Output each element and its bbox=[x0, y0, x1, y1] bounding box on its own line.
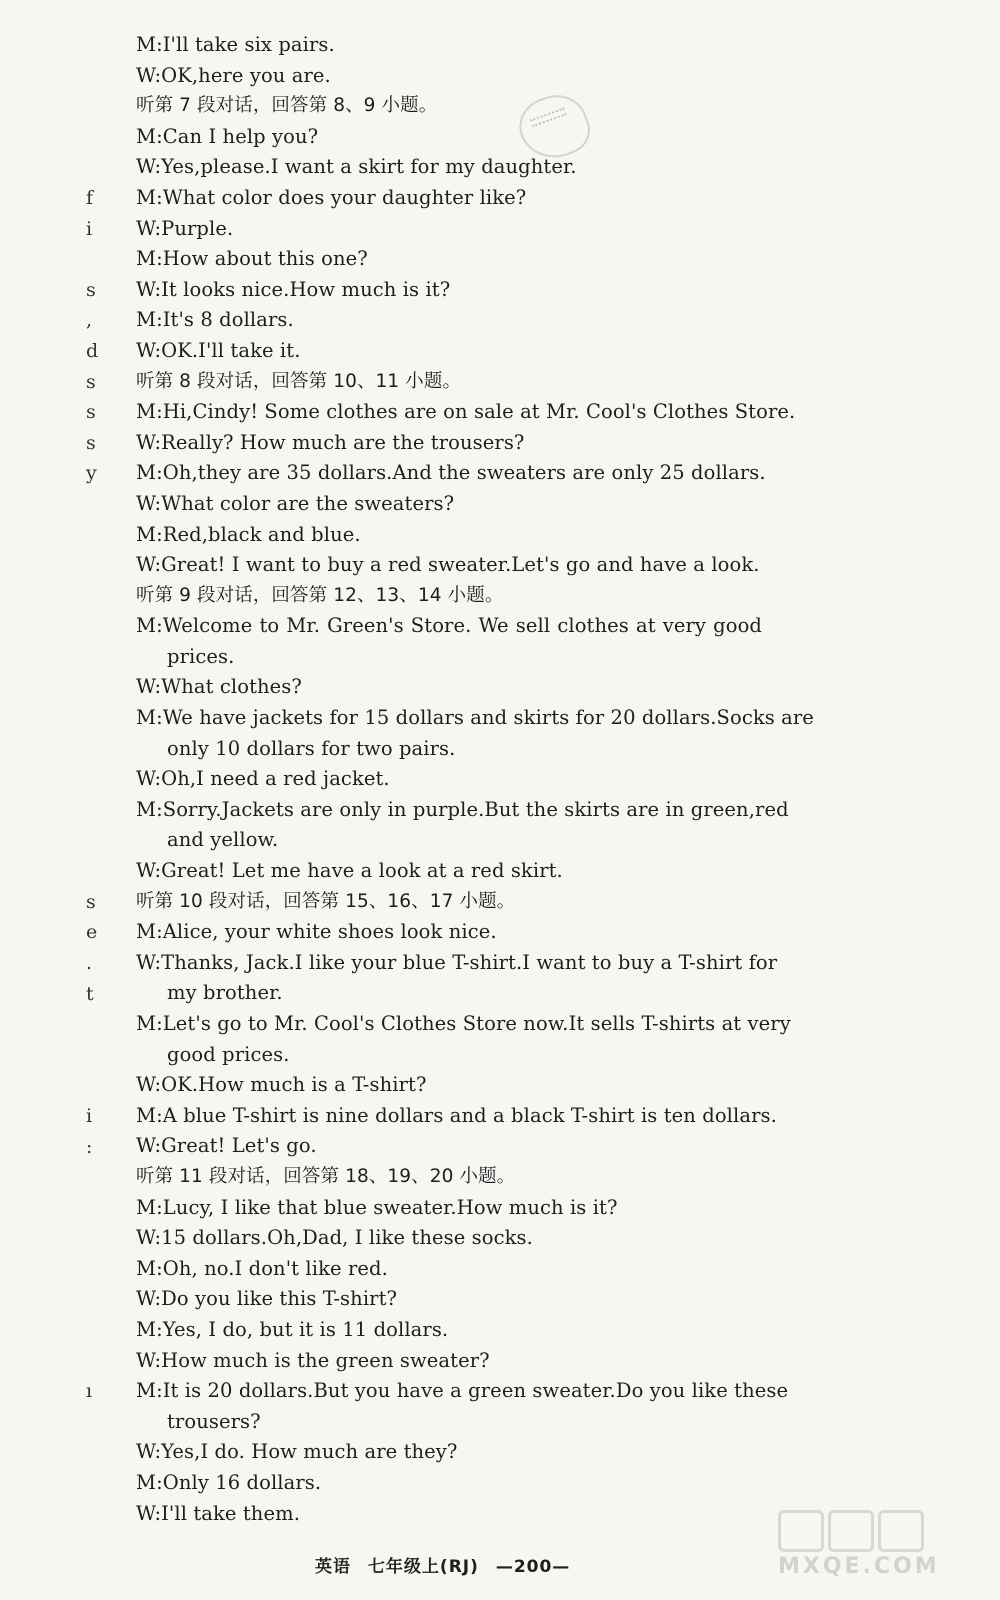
dialogue-line: M:Hi,Cindy! Some clothes are on sale at Mr. Cool's Clothes Store. bbox=[136, 400, 796, 424]
margin-mark: t bbox=[86, 982, 94, 1005]
dialogue-line: M:Welcome to Mr. Green's Store. We sell clothes at very good bbox=[136, 614, 762, 638]
dialogue-line: prices. bbox=[167, 644, 235, 668]
margin-mark: ı bbox=[86, 1380, 93, 1403]
section-heading: 听第 9 段对话，回答第 12、13、14 小题。 bbox=[136, 584, 504, 606]
dialogue-line: M:Only 16 dollars. bbox=[136, 1470, 322, 1494]
margin-mark: : bbox=[86, 1135, 93, 1158]
dialogue-line: M:What color does your daughter like? bbox=[136, 185, 527, 209]
section-heading: 听第 7 段对话，回答第 8、9 小题。 bbox=[136, 95, 438, 117]
dialogue-line: W:Purple. bbox=[136, 216, 234, 240]
dialogue-line: M:Oh, no.I don't like red. bbox=[136, 1256, 388, 1280]
dialogue-line: W:Great! Let me have a look at a red skirt. bbox=[136, 859, 563, 883]
margin-mark: i bbox=[86, 1105, 93, 1127]
dialogue-line: M:We have jackets for 15 dollars and skirts for 20 dollars.Socks are bbox=[136, 706, 814, 730]
dialogue-line: M:I'll take six pairs. bbox=[136, 33, 335, 56]
dialogue-line: W:Yes,I do. How much are they? bbox=[136, 1440, 458, 1464]
dialogue-line: W:15 dollars.Oh,Dad, I like these socks. bbox=[136, 1226, 533, 1250]
dialogue-line: W:OK.I'll take it. bbox=[136, 338, 301, 362]
margin-mark: s bbox=[86, 278, 96, 301]
dialogue-line: M:Lucy, I like that blue sweater.How much is it? bbox=[136, 1195, 618, 1219]
section-heading: 听第 8 段对话，回答第 10、11 小题。 bbox=[136, 370, 462, 392]
dialogue-line: W:Oh,I need a red jacket. bbox=[136, 767, 390, 791]
dialogue-line: M:It's 8 dollars. bbox=[136, 308, 294, 332]
dialogue-line: trousers? bbox=[167, 1409, 261, 1433]
dialogue-line: M:How about this one? bbox=[136, 247, 368, 271]
dialogue-line: W:Great! I want to buy a red sweater.Let's go and have a look. bbox=[136, 553, 760, 577]
page-footer bbox=[315, 1552, 580, 1577]
dialogue-line: W:OK,here you are. bbox=[136, 63, 331, 87]
footer-page-number: —200— bbox=[495, 1557, 571, 1577]
footer-subject: 英语 bbox=[315, 1557, 351, 1577]
dialogue-line: M:A blue T-shirt is nine dollars and a black T-shirt is ten dollars. bbox=[136, 1103, 777, 1127]
dialogue-line: W:Do you like this T-shirt? bbox=[136, 1287, 398, 1311]
margin-mark: y bbox=[86, 462, 97, 485]
margin-mark: , bbox=[86, 309, 93, 332]
watermark-text: MXQE.COM bbox=[778, 1554, 940, 1579]
dialogue-line: M:Can I help you? bbox=[136, 124, 319, 148]
dialogue-line: W:It looks nice.How much is it? bbox=[136, 277, 451, 301]
dialogue-line: W:I'll take them. bbox=[136, 1501, 300, 1525]
section-heading: 听第 11 段对话，回答第 18、19、20 小题。 bbox=[136, 1165, 516, 1187]
dialogue-line: M:Oh,they are 35 dollars.And the sweaters are only 25 dollars. bbox=[136, 461, 766, 485]
footer-grade: 七年级上(RJ) bbox=[367, 1557, 479, 1577]
section-heading: 听第 10 段对话，回答第 15、16、17 小题。 bbox=[136, 890, 516, 912]
margin-mark: s bbox=[86, 431, 96, 454]
dialogue-line: M:It is 20 dollars.But you have a green sweater.Do you like these bbox=[136, 1379, 789, 1403]
dialogue-line: and yellow. bbox=[167, 828, 279, 852]
dialogue-line: good prices. bbox=[167, 1042, 290, 1066]
dialogue-line: only 10 dollars for two pairs. bbox=[167, 736, 456, 760]
dialogue-line: M:Red,black and blue. bbox=[136, 522, 361, 546]
dialogue-line: W:Thanks, Jack.I like your blue T-shirt.I want to buy a T-shirt for bbox=[136, 950, 778, 974]
dialogue-line: M:Sorry.Jackets are only in purple.But the skirts are in green,red bbox=[136, 797, 789, 821]
dialogue-line: M:Yes, I do, but it is 11 dollars. bbox=[136, 1317, 449, 1341]
dialogue-line: W:OK.How much is a T-shirt? bbox=[136, 1073, 427, 1097]
dialogue-line: W:Yes,please.I want a skirt for my daughter. bbox=[136, 155, 577, 179]
margin-mark: . bbox=[86, 952, 93, 974]
margin-mark: s bbox=[86, 370, 96, 393]
dialogue-transcript bbox=[136, 30, 814, 1529]
margin-bleed-marks bbox=[86, 0, 106, 1600]
margin-mark: s bbox=[86, 890, 96, 913]
watermark-glyph-box bbox=[778, 1510, 824, 1552]
dialogue-line: W:How much is the green sweater? bbox=[136, 1348, 490, 1372]
dialogue-line: M:Alice, your white shoes look nice. bbox=[136, 920, 497, 944]
watermark-glyph-box bbox=[878, 1510, 924, 1552]
dialogue-line: W:What color are the sweaters? bbox=[136, 491, 455, 515]
dialogue-line: M:Let's go to Mr. Cool's Clothes Store now.It sells T-shirts at very bbox=[136, 1012, 791, 1035]
dialogue-line: W:Great! Let's go. bbox=[136, 1134, 317, 1158]
site-watermark bbox=[778, 1510, 978, 1582]
margin-mark: f bbox=[86, 187, 94, 209]
dialogue-line: W:Really? How much are the trousers? bbox=[136, 430, 525, 454]
watermark-glyph-box bbox=[828, 1510, 874, 1552]
margin-mark: e bbox=[86, 921, 98, 944]
margin-mark: d bbox=[86, 340, 99, 362]
margin-mark: i bbox=[86, 217, 93, 240]
dialogue-line: W:What clothes? bbox=[136, 675, 302, 699]
dialogue-line: my brother. bbox=[167, 981, 283, 1005]
margin-mark: s bbox=[86, 401, 96, 424]
